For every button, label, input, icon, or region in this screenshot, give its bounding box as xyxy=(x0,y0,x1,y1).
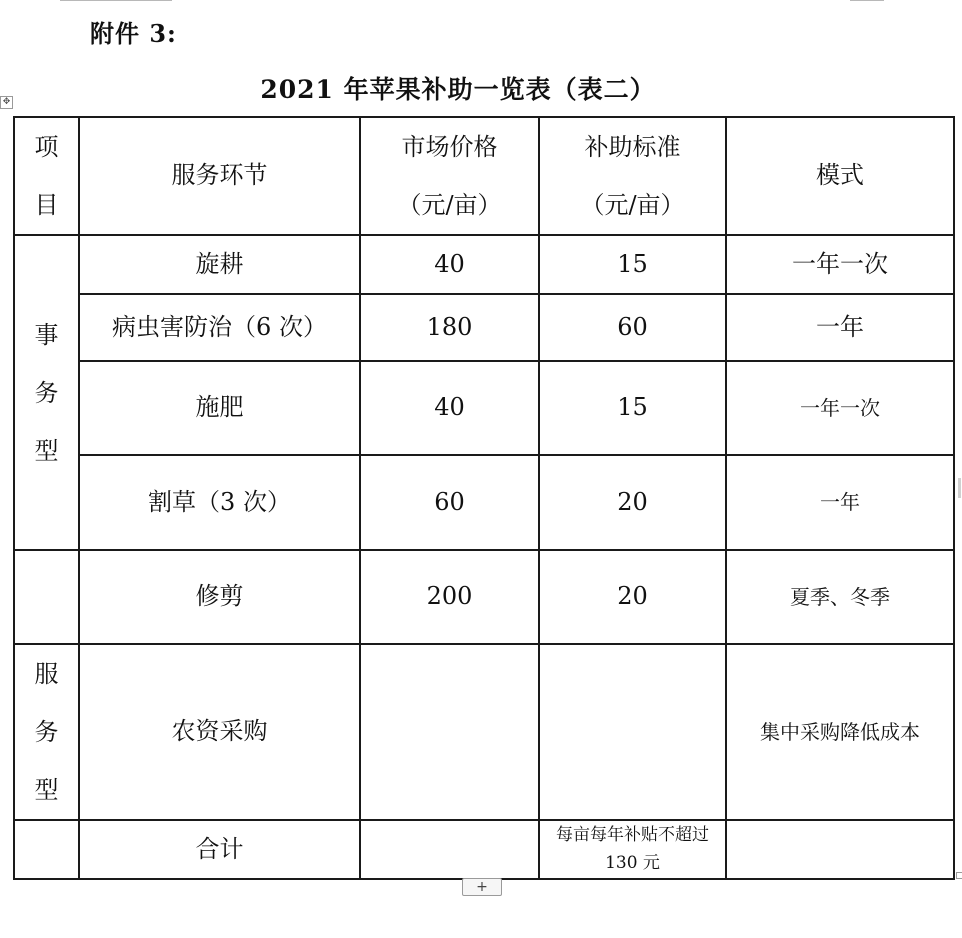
cell-subsidy-total: 每亩每年补贴不超过 130 元 xyxy=(539,820,726,879)
group-service-char-1: 服 xyxy=(34,660,59,688)
cell-service: 修剪 xyxy=(79,550,360,644)
cell-market-price xyxy=(360,820,539,879)
page-top-rule-right xyxy=(850,0,884,1)
cell-market-price: 180 xyxy=(360,294,539,361)
cell-subsidy: 20 xyxy=(539,455,726,550)
page-top-rule-left xyxy=(60,0,172,1)
cell-subsidy: 60 xyxy=(539,294,726,361)
document-title: 2021 年苹果补助一览表（表二） xyxy=(260,75,656,104)
subsidy-table xyxy=(13,116,955,880)
table-row xyxy=(14,294,954,361)
group-affairs-cell xyxy=(14,235,79,550)
cell-service: 合计 xyxy=(79,820,360,879)
cell-service: 旋耕 xyxy=(79,235,360,294)
cell-category-empty xyxy=(14,550,79,644)
table-row xyxy=(14,550,954,644)
cell-service: 割草（3 次） xyxy=(79,455,360,550)
header-subsidy-line-1: 补助标准 xyxy=(584,133,681,161)
header-category xyxy=(14,117,79,235)
header-market-price-line-2: （元/亩） xyxy=(397,191,502,219)
group-service-cell xyxy=(14,644,79,820)
cell-mode: 一年一次 xyxy=(726,361,954,455)
table-row-total xyxy=(14,820,954,879)
cell-mode: 一年 xyxy=(726,455,954,550)
header-category-line-1: 项 xyxy=(34,133,59,161)
table-move-handle-icon[interactable]: ✥ xyxy=(0,96,13,109)
cell-mode: 夏季、冬季 xyxy=(726,550,954,644)
attachment-label: 附件 3: xyxy=(90,19,177,48)
header-market-price xyxy=(360,117,539,235)
cell-market-price: 40 xyxy=(360,361,539,455)
group-affairs-char-3: 型 xyxy=(34,436,59,465)
table-row xyxy=(14,644,954,820)
table-header-row xyxy=(14,117,954,235)
group-service-char-2: 务 xyxy=(34,718,59,746)
cell-market-price: 200 xyxy=(360,550,539,644)
cell-mode xyxy=(726,820,954,879)
table-row xyxy=(14,361,954,455)
cell-market-price: 60 xyxy=(360,455,539,550)
group-affairs-char-2: 务 xyxy=(34,378,59,407)
cell-market-price xyxy=(360,644,539,820)
header-service: 服务环节 xyxy=(79,117,360,235)
cell-mode: 集中采购降低成本 xyxy=(726,644,954,820)
group-affairs-char-1: 事 xyxy=(34,320,59,349)
add-row-button[interactable]: + xyxy=(462,878,502,896)
cell-subsidy xyxy=(539,644,726,820)
table-row xyxy=(14,455,954,550)
group-service-char-3: 型 xyxy=(34,776,59,804)
cell-mode: 一年一次 xyxy=(726,235,954,294)
header-subsidy-standard xyxy=(539,117,726,235)
table-resize-handle[interactable] xyxy=(956,872,962,879)
page-edge-mark xyxy=(958,478,961,498)
cell-service: 病虫害防治（6 次） xyxy=(79,294,360,361)
cell-market-price: 40 xyxy=(360,235,539,294)
header-subsidy-line-2: （元/亩） xyxy=(580,191,685,219)
header-market-price-line-1: 市场价格 xyxy=(401,133,498,161)
cell-category-empty xyxy=(14,820,79,879)
table-row xyxy=(14,235,954,294)
cell-subsidy: 20 xyxy=(539,550,726,644)
cell-subsidy: 15 xyxy=(539,235,726,294)
header-mode: 模式 xyxy=(726,117,954,235)
cell-service: 施肥 xyxy=(79,361,360,455)
cell-subsidy: 15 xyxy=(539,361,726,455)
header-category-line-2: 目 xyxy=(34,191,59,219)
cell-service: 农资采购 xyxy=(79,644,360,820)
cell-mode: 一年 xyxy=(726,294,954,361)
